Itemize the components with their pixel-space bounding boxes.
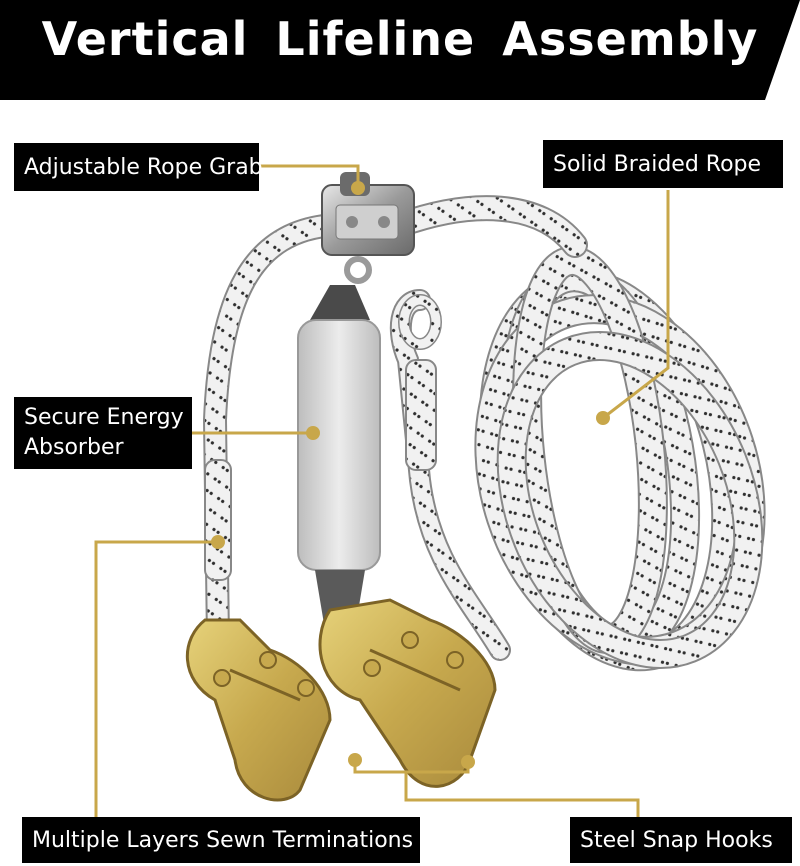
callout-energy-absorber-line2: Absorber	[24, 435, 124, 460]
callout-snap-hooks: Steel Snap Hooks	[570, 817, 792, 863]
callout-braided-rope: Solid Braided Rope	[543, 140, 783, 188]
callout-energy-absorber-line1: Secure Energy	[24, 405, 184, 430]
callout-energy-absorber	[14, 397, 192, 469]
callout-terminations: Multiple Layers Sewn Terminations	[22, 817, 420, 863]
rope-coil	[447, 255, 793, 690]
rope-grab	[322, 172, 414, 281]
page-title: Vertical Lifeline Assembly	[41, 12, 759, 66]
energy-absorber	[298, 285, 380, 630]
snap-hook-left	[187, 620, 330, 800]
callout-rope-grab: Adjustable Rope Grab	[14, 143, 259, 191]
